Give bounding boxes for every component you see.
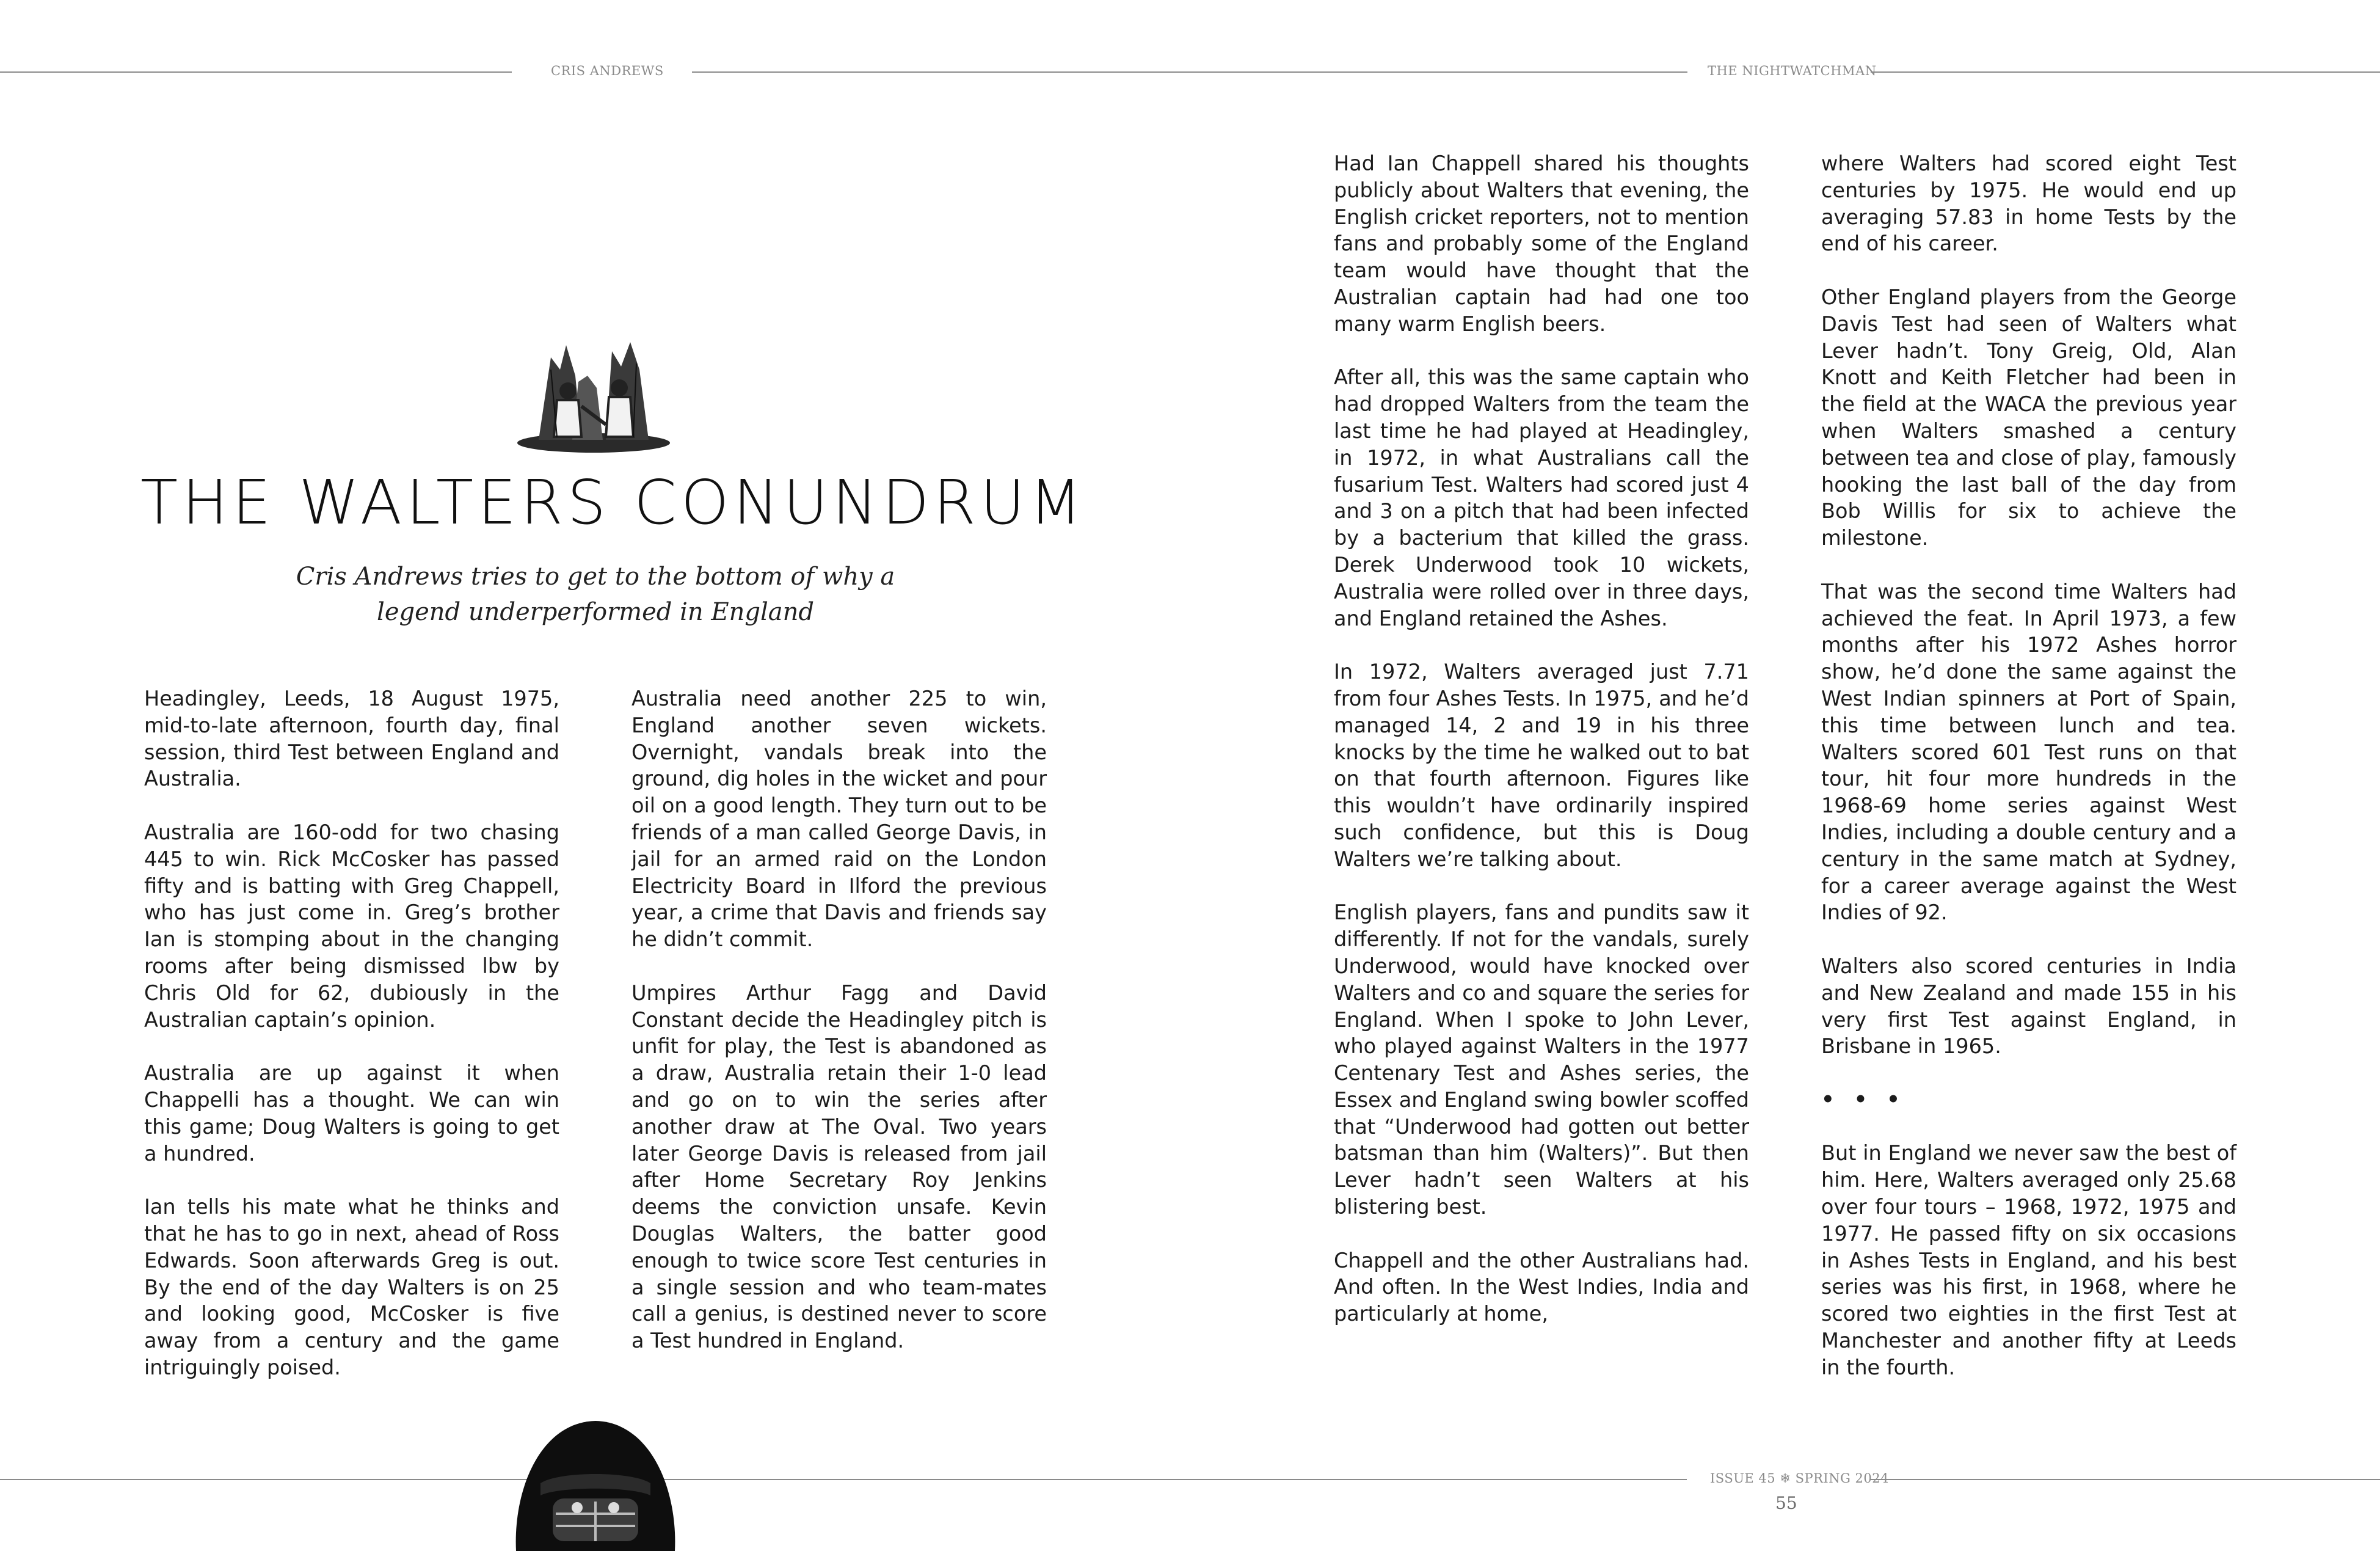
running-head-publication: THE NIGHTWATCHMAN xyxy=(1708,64,1877,78)
paragraph: English players, fans and pundits saw it differently. If not for the vandals, surely Underwood, would have knocked over Walters and co and square the series for England. When I spoke to John Lever, who played against Walters in the 1977 Centenary Test and Ashes series, the Essex and England swing bowler scoffed that “Underwood had gotten out better batsman than him (Walters)”. But then Lever hadn’t seen Walters at his blistering best. xyxy=(1334,900,1749,1219)
paragraph: Ian tells his mate what he thinks and that he has to go in next, ahead of Ross Edwards. Soon afterwards Greg is out. By the end of the day Walters is on 25 and looking good, McCosker is five away from a century and the game intriguingly poised. xyxy=(144,1195,559,1379)
header-rule-right xyxy=(1871,71,2380,73)
header-rule-left xyxy=(0,71,512,73)
issue-label: ISSUE 45 ❄ SPRING 2024 xyxy=(1710,1471,1889,1486)
footer-rule-left xyxy=(0,1479,1687,1480)
text-column-4 xyxy=(1821,150,2236,1381)
article-title: THE WALTERS CONUNDRUM xyxy=(140,467,1086,538)
section-break-dots: • • • xyxy=(1821,1087,1906,1112)
paragraph: Australia are up against it when Chappelli has a thought. We can win this game; Doug Walters is going to get a hundred. xyxy=(144,1061,559,1166)
text-column-1 xyxy=(144,685,559,1381)
paragraph: That was the second time Walters had achieved the feat. In April 1973, a few months after his 1972 Ashes horror show, he’d done the same against the West Indian spinners at Port of Spain, this time between lunch and tea. Walters scored 601 Test runs on that tour, hit four more hundreds in the 1968-69 home series against West Indies, including a double century and a century in the same match at Sydney, for a career average against the West Indies of 92. xyxy=(1821,579,2236,925)
header-rule-middle xyxy=(692,71,1687,73)
woodcut-illustration xyxy=(514,333,673,455)
paragraph: Australia are 160-odd for two chasing 445 to win. Rick McCosker has passed fifty and is batting with Greg Chappell, who has just come in. Greg’s brother Ian is stomping about in the changing rooms after being dismissed lbw by Chris Old for 62, dubiously in the Australian captain’s opinion. xyxy=(144,820,559,1032)
paragraph: Other England players from the George Davis Test had seen of Walters what Lever hadn’t. Tony Greig, Old, Alan Knott and Keith Fletcher had been in the field at the WACA the previous year when Walters smashed a century between tea and close of play, famously hooking the last ball of the day from Bob Willis for six to achieve the milestone. xyxy=(1821,285,2236,550)
article-standfirst: Cris Andrews tries to get to the bottom of why a legend underperformed in England xyxy=(296,563,895,626)
batter-helmet-photo xyxy=(504,1416,687,1551)
paragraph: Australia need another 225 to win, England another seven wickets. Overnight, vandals break into the ground, dig holes in the wicket and pour oil on a good length. They turn out to be friends of a man called George Davis, in jail for an armed raid on the London Electricity Board in Ilford the previous year, a crime that Davis and friends say he didn’t commit. xyxy=(631,687,1047,952)
paragraph: Umpires Arthur Fagg and David Constant decide the Headingley pitch is unfit for play, the Test is abandoned as a draw, Australia retain their 1-0 lead and go on to win the series after another draw at The Oval. Two years later George Davis is released from jail after Home Secretary Roy Jenkins deems the conviction unsafe. Kevin Douglas Walters, the batter good enough to twice score Test centuries in a single session and who team-mates call a genius, is destined never to score a Test hundred in England. xyxy=(631,980,1047,1353)
footer-rule-right xyxy=(1871,1479,2380,1480)
paragraph: Had Ian Chappell shared his thoughts publicly about Walters that evening, the English cricket reporters, not to mention fans and probably some of the England team would have thought that the Australian captain had had one too many warm English beers. xyxy=(1334,151,1749,336)
text-column-3 xyxy=(1334,150,1749,1327)
paragraph: After all, this was the same captain who had dropped Walters from the team the last time he had played at Headingley, in 1972, in what Australians call the fusarium Test. Walters had scored just 4 and 3 on a pitch that had been infected by a bacterium that killed the grass. Derek Underwood took 10 wickets, Australia were rolled over in three days, and England retained the Ashes. xyxy=(1334,365,1749,630)
running-head-author: CRIS ANDREWS xyxy=(551,64,664,78)
paragraph: In 1972, Walters averaged just 7.71 from four Ashes Tests. In 1975, and he’d managed 14, 2 and 19 in his three knocks by the time he walked out to bat on that fourth afternoon. Figures like this wouldn’t have ordinarily inspired such confidence, but this is Doug Walters we’re talking about. xyxy=(1334,660,1749,871)
page-number: 55 xyxy=(1775,1493,1797,1513)
paragraph: Walters also scored centuries in India and New Zealand and made 155 in his very first Test against England, in Brisbane in 1965. xyxy=(1821,954,2236,1059)
text-column-2 xyxy=(631,685,1047,1354)
paragraph: Chappell and the other Australians had. And often. In the West Indies, India and particularly at home, xyxy=(1334,1248,1749,1326)
paragraph: where Walters had scored eight Test centuries by 1975. He would end up averaging 57.83 in home Tests by the end of his career. xyxy=(1821,151,2236,256)
paragraph: But in England we never saw the best of him. Here, Walters averaged only 25.68 over four tours – 1968, 1972, 1975 and 1977. He passed fifty on six occasions in Ashes Tests in England, and his best series was his first, in 1968, where he scored two eighties in the first Test at Manchester and another fifty at Leeds in the fourth. xyxy=(1821,1141,2236,1379)
paragraph: Headingley, Leeds, 18 August 1975, mid-to-late afternoon, fourth day, final session, third Test between England and Australia. xyxy=(144,687,559,791)
